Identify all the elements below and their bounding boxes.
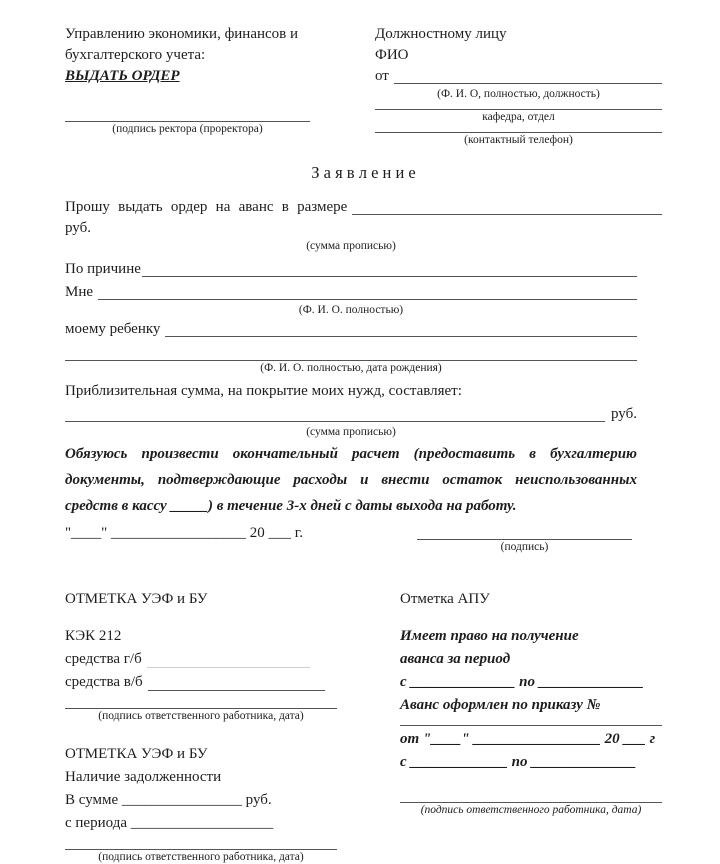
issue-order-directive: ВЫДАТЬ ОРДЕР: [65, 68, 180, 84]
kek-line: КЭК 212: [65, 628, 122, 644]
child-label: моему ребенку: [65, 321, 161, 337]
debt-presence-line: Наличие задолженности: [65, 769, 222, 785]
application-title: З а я в л е н и е: [311, 163, 416, 182]
apu-period-line: с ______________ по ______________: [400, 674, 644, 690]
date-line: "____" __________________ 20 ___ г.: [65, 525, 303, 541]
signature-block: [417, 523, 632, 554]
applicant-fio-blank: [98, 282, 637, 300]
reason-label: По причине: [65, 261, 141, 277]
child-row: [65, 319, 637, 340]
approx-sum-caption: (сумма прописью): [306, 426, 396, 438]
signature-caption: (подпись): [500, 541, 549, 553]
spacer: [400, 794, 662, 802]
uef-bu-signature-caption: (подпись ответственного работника, дата): [98, 710, 304, 722]
form-header: [65, 24, 662, 147]
apu-order-date-line: от "____" _________________ 20 ___ г: [400, 731, 656, 747]
addressee-line-2: бухгалтерского учета:: [65, 47, 206, 63]
vb-funds-row: [65, 671, 365, 694]
debt-signature-caption: (подпись ответственного работника, дата): [98, 851, 304, 863]
apu-order-number-blank: [400, 725, 662, 726]
sum-in-words-caption: (сумма прописью): [306, 240, 396, 252]
reason-row: [65, 259, 637, 280]
debt-sum-line: В сумме ________________ руб.: [65, 792, 272, 808]
advance-request-label: Прошу выдать ордер на аванс в размере: [65, 199, 348, 215]
advance-request-row: [65, 197, 637, 218]
me-label: Мне: [65, 284, 94, 300]
spacer: [400, 611, 662, 625]
reason-blank: [142, 259, 637, 277]
spacer: [65, 694, 365, 708]
addressee-line-1: Управлению экономики, финансов и: [65, 26, 299, 42]
applicant-fio-row: [65, 282, 637, 303]
approx-rub-label: руб.: [611, 406, 637, 422]
uef-bu-title: ОТМЕТКА УЭФ и БУ: [65, 591, 208, 607]
spacer: [65, 107, 365, 121]
applicant-from-row: [375, 66, 662, 87]
vb-funds-blank: [148, 671, 325, 691]
spacer: [375, 101, 662, 109]
obligation-paragraph: Обязуюсь произвести окончательный расчет (предоставить в бухгалтерию документы, подтверждающие расходы и внести остаток неиспользованных средств в кассу _____) в течение 3-х дней с даты выхода на работу.: [65, 446, 637, 514]
debt-period-line: с периода ___________________: [65, 815, 274, 831]
apu-signature-caption: (подпись ответственного работника, дата): [420, 804, 642, 816]
gb-funds-row: [65, 648, 365, 671]
spacer: [400, 717, 662, 725]
gb-funds-label: средства г/б: [65, 651, 142, 667]
department-caption: кафедра, отдел: [482, 111, 555, 123]
rub-label: руб.: [65, 220, 91, 236]
spacer: [65, 723, 365, 743]
date-signature-row: [65, 523, 662, 554]
spacer: [65, 835, 365, 849]
spacer: [65, 87, 365, 107]
applicant-name-caption: (Ф. И. О, полностью, должность): [437, 88, 600, 100]
phone-caption: (контактный телефон): [464, 134, 573, 146]
applicant-line-2: ФИО: [375, 47, 409, 63]
approx-sum-blank: [65, 404, 605, 422]
uef-bu-debt-title: ОТМЕТКА УЭФ и БУ: [65, 746, 208, 762]
advance-amount-blank: [352, 197, 662, 215]
apu-period-line-2: с _____________ по ______________: [400, 754, 637, 770]
apu-entitlement-line-2: аванса за период: [400, 651, 511, 667]
applicant-line-1: Должностному лицу: [375, 26, 507, 42]
uef-bu-column: [65, 588, 365, 864]
applicant-fio-caption: (Ф. И. О. полностью): [298, 304, 404, 316]
spacer: [65, 340, 637, 360]
apu-order-label: Аванс оформлен по приказу №: [400, 697, 601, 713]
spacer: [65, 611, 365, 625]
applicant-block: [375, 24, 662, 147]
child-fio-caption: (Ф. И. О. полностью, дата рождения): [260, 362, 442, 374]
spacer: [375, 124, 662, 132]
applicant-name-blank: [394, 66, 662, 84]
spacer: [400, 774, 662, 794]
apu-column: [400, 588, 662, 864]
gb-funds-blank: [147, 648, 310, 668]
child-fio-blank: [165, 319, 637, 337]
marks-section: [65, 588, 662, 864]
vb-funds-label: средства в/б: [65, 674, 143, 690]
approx-sum-row: [65, 404, 637, 425]
apu-entitlement-line-1: Имеет право на получение: [400, 628, 579, 644]
from-label: от: [375, 68, 389, 84]
approx-sum-label: Приблизительная сумма, на покрытие моих нужд, составляет:: [65, 383, 462, 399]
rector-signature-caption: (подпись ректора (проректора): [112, 123, 263, 135]
apu-title: Отметка АПУ: [400, 591, 490, 607]
application-body: [65, 197, 662, 519]
addressee-block: [65, 24, 365, 147]
